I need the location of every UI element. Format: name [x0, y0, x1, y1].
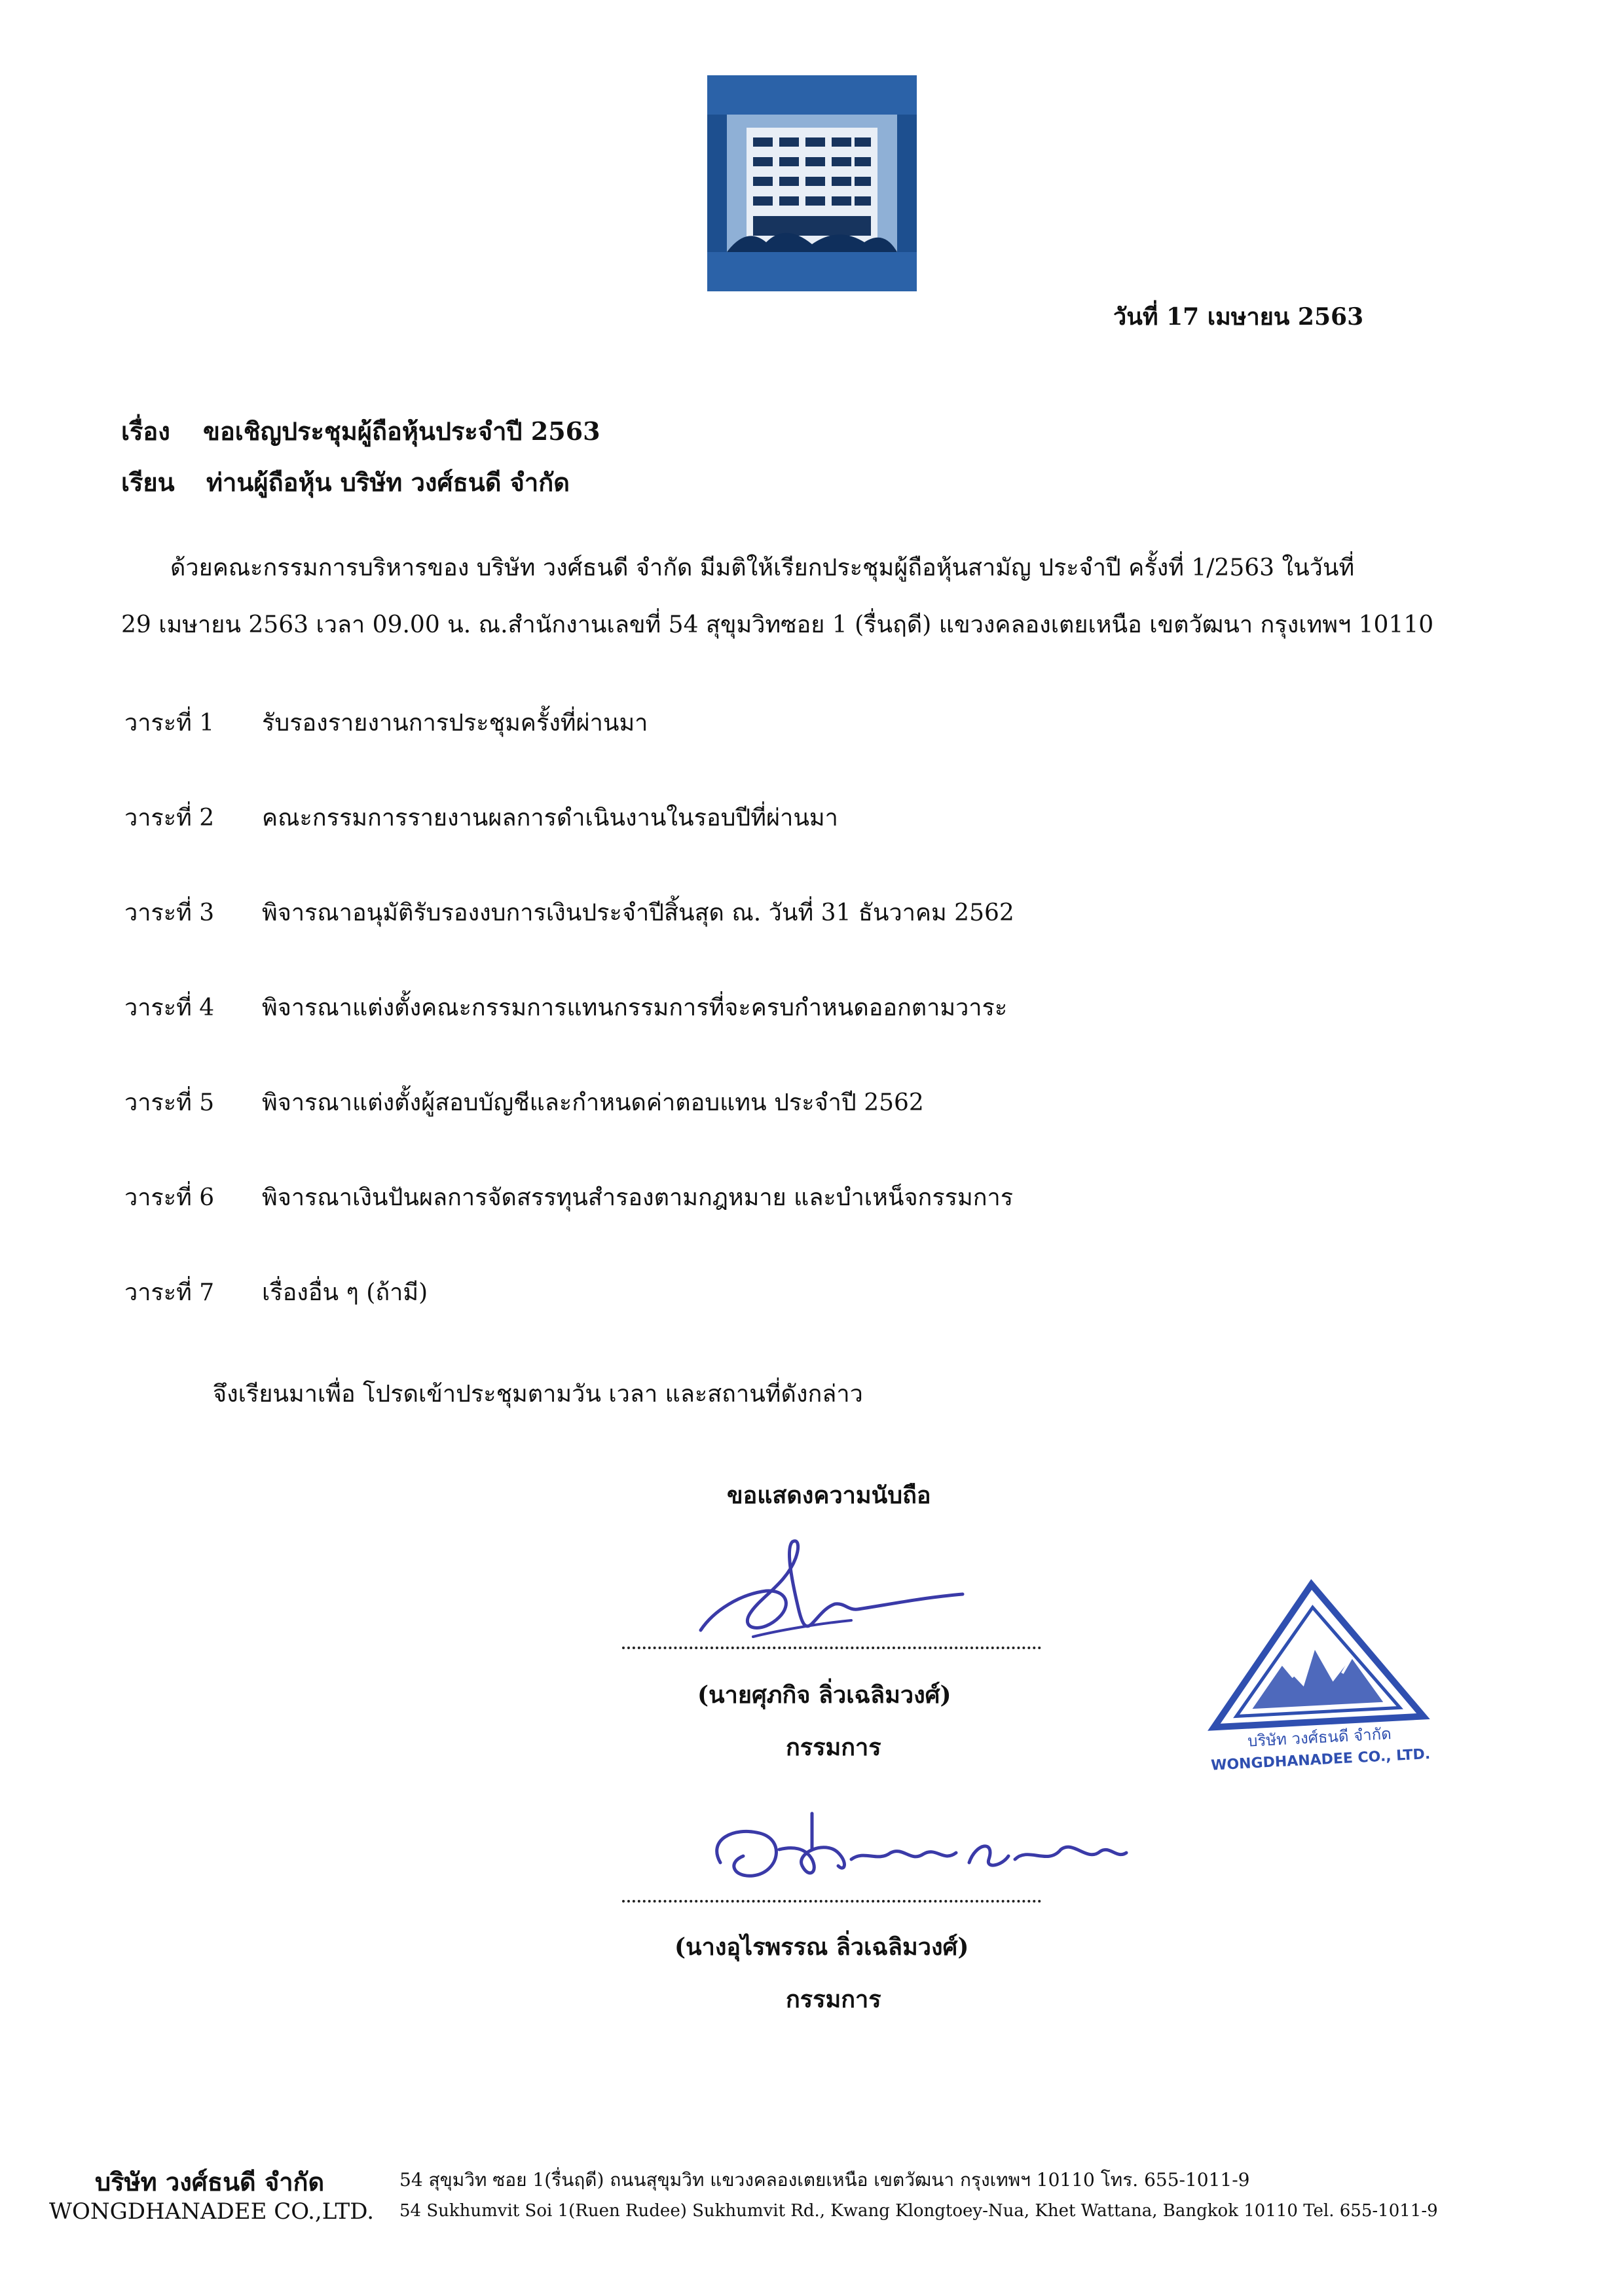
recipient-label: เรียน [121, 467, 175, 497]
footer-address-thai: 54 สุขุมวิท ซอย 1(รื่นฤดี) ถนนสุขุมวิท แขวงคลองเตยเหนือ เขตวัฒนา กรุงเทพฯ 10110 โทร. 655-1011-9 [399, 2169, 1250, 2191]
stamp-thai-text: บริษัท วงศ์ธนดี จำกัด [1247, 1724, 1392, 1751]
signatory-1-title: กรรมการ [786, 1734, 881, 1761]
agenda-text: พิจารณาแต่งตั้งผู้สอบบัญชีและกำหนดค่าตอบแทน ประจำปี 2562 [262, 1089, 924, 1116]
agenda-number: วาระที่ 3 [124, 900, 215, 926]
closing-sentence: จึงเรียนมาเพื่อ โปรดเข้าประชุมตามวัน เวลา และสถานที่ดังกล่าว [213, 1381, 863, 1408]
intro-paragraph-line-1: ด้วยคณะกรรมการบริหารของ บริษัท วงศ์ธนดี จำกัด มีมติให้เรียกประชุมผู้ถือหุ้นสามัญ ประจำปี ครั้งที่ 1/2563 ในวันที่ [170, 555, 1355, 581]
agenda-text: พิจารณาอนุมัติรับรองงบการเงินประจำปีสิ้นสุด ณ. วันที่ 31 ธันวาคม 2562 [262, 900, 1014, 926]
agenda-number: วาระที่ 7 [124, 1279, 215, 1306]
company-stamp [1192, 1578, 1441, 1774]
signature-2 [681, 1800, 1153, 1912]
recipient-text: ท่านผู้ถือหุ้น บริษัท วงศ์ธนดี จำกัด [206, 467, 570, 497]
signatory-1-name: (นายศุภกิจ ลิ่วเฉลิมวงศ์) [697, 1681, 951, 1709]
signature-line-1 [622, 1647, 1041, 1649]
agenda-text: คณะกรรมการรายงานผลการดำเนินงานในรอบปีที่ผ่านมา [262, 805, 838, 831]
footer-company-name-thai: บริษัท วงศ์ธนดี จำกัด [95, 2167, 325, 2196]
signatory-2-title: กรรมการ [786, 1986, 881, 2013]
agenda-text: เรื่องอื่น ๆ (ถ้ามี) [262, 1279, 428, 1306]
intro-paragraph-line-2: 29 เมษายน 2563 เวลา 09.00 น. ณ.สำนักงานเลขที่ 54 สุขุมวิทซอย 1 (รื่นฤดี) แขวงคลองเตยเหนือ เขตวัฒนา กรุงเทพฯ 10110 [121, 611, 1434, 638]
agenda-number: วาระที่ 4 [124, 994, 215, 1021]
signature-line-2 [622, 1900, 1041, 1903]
agenda-text: รับรองรายงานการประชุมครั้งที่ผ่านมา [262, 710, 648, 737]
subject-label: เรื่อง [121, 416, 170, 446]
agenda-number: วาระที่ 5 [124, 1089, 215, 1116]
footer-company-name-english: WONGDHANADEE CO.,LTD. [49, 2198, 375, 2225]
company-logo [707, 75, 917, 291]
agenda-text: พิจารณาเงินปันผลการจัดสรรทุนสำรองตามกฎหมาย และบำเหน็จกรรมการ [262, 1184, 1014, 1211]
regards: ขอแสดงความนับถือ [727, 1482, 931, 1509]
letter-date: วันที่ 17 เมษายน 2563 [1113, 303, 1364, 331]
signature-1 [688, 1532, 1028, 1663]
signatory-2-name: (นางอุไรพรรณ ลิ่วเฉลิมวงศ์) [674, 1933, 969, 1961]
stamp-english-text: WONGDHANADEE CO., LTD. [1210, 1746, 1431, 1774]
agenda-number: วาระที่ 2 [124, 805, 215, 831]
agenda-number: วาระที่ 6 [124, 1184, 215, 1211]
agenda-text: พิจารณาแต่งตั้งคณะกรรมการแทนกรรมการที่จะครบกำหนดออกตามวาระ [262, 994, 1008, 1021]
subject-text: ขอเชิญประชุมผู้ถือหุ้นประจำปี 2563 [203, 416, 600, 446]
agenda-number: วาระที่ 1 [124, 710, 215, 737]
footer-address-english: 54 Sukhumvit Soi 1(Ruen Rudee) Sukhumvit Rd., Kwang Klongtoey-Nua, Khet Wattana, Bangkok 10110 Tel. 655-1011-9 [399, 2201, 1438, 2221]
